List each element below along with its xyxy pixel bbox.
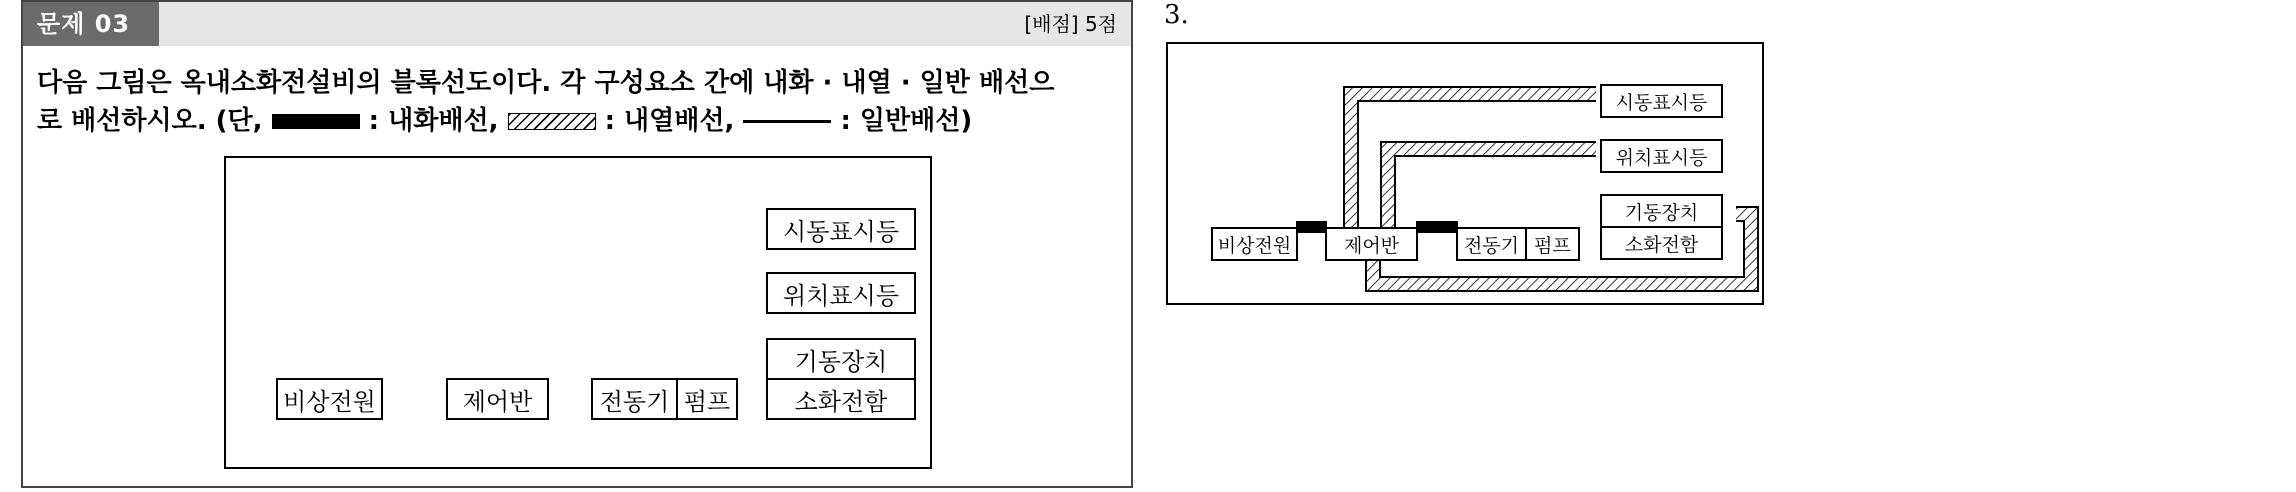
block-position-indicator: 위치표시등 (766, 272, 916, 314)
block-hydrant: 소화전함 (766, 378, 916, 420)
legend-fireproof-text: : 내화배선, (359, 106, 508, 136)
question-text (37, 64, 1127, 140)
answer-block-emergency-power: 비상전원 (1211, 227, 1298, 261)
block-start-indicator: 시동표시등 (766, 208, 916, 250)
question-line-1: 다음 그림은 옥내소화전설비의 블록선도이다. 각 구성요소 간에 내화 · 내열 · 일반 배선으 (37, 68, 1055, 98)
block-diagram (224, 156, 932, 469)
fireproof-wiring-legend-icon (272, 114, 360, 129)
fireproof-wire-power-to-panel (1296, 221, 1327, 233)
answer-block-pump: 펌프 (1525, 227, 1580, 261)
problem-header (23, 2, 1131, 46)
answer-block-starter: 기동장치 (1600, 194, 1723, 228)
legend-general-text: : 일반배선) (831, 106, 973, 136)
block-pump: 펌프 (676, 378, 738, 420)
problem-number-badge: 문제 03 (23, 2, 159, 46)
heatproof-wiring-legend-icon (508, 113, 596, 130)
block-starter: 기동장치 (766, 338, 916, 380)
answer-diagram (1166, 42, 1764, 305)
score-label: [배점] 5점 (1024, 12, 1117, 36)
block-emergency-power: 비상전원 (276, 378, 383, 420)
answer-block-hydrant: 소화전함 (1600, 226, 1723, 260)
heatproof-wire-position-indicator-border (1388, 149, 1596, 227)
question-line-2 (37, 102, 1127, 140)
fireproof-wire-panel-to-motor (1416, 221, 1458, 233)
block-motor: 전동기 (591, 378, 678, 420)
answer-block-start-indicator: 시동표시등 (1600, 84, 1723, 118)
answer-block-control-panel: 제어반 (1325, 227, 1418, 261)
block-control-panel: 제어반 (446, 378, 549, 420)
answer-number: 3. (1164, 0, 1189, 30)
question-line-2-prefix: 로 배선하시오. (단, (37, 106, 272, 136)
answer-block-motor: 전동기 (1456, 227, 1527, 261)
heatproof-wire-position-indicator (1388, 149, 1596, 227)
problem-panel (21, 0, 1133, 488)
general-wiring-legend-icon (743, 120, 831, 123)
answer-block-position-indicator: 위치표시등 (1600, 139, 1723, 173)
legend-heatproof-text: : 내열배선, (595, 106, 744, 136)
